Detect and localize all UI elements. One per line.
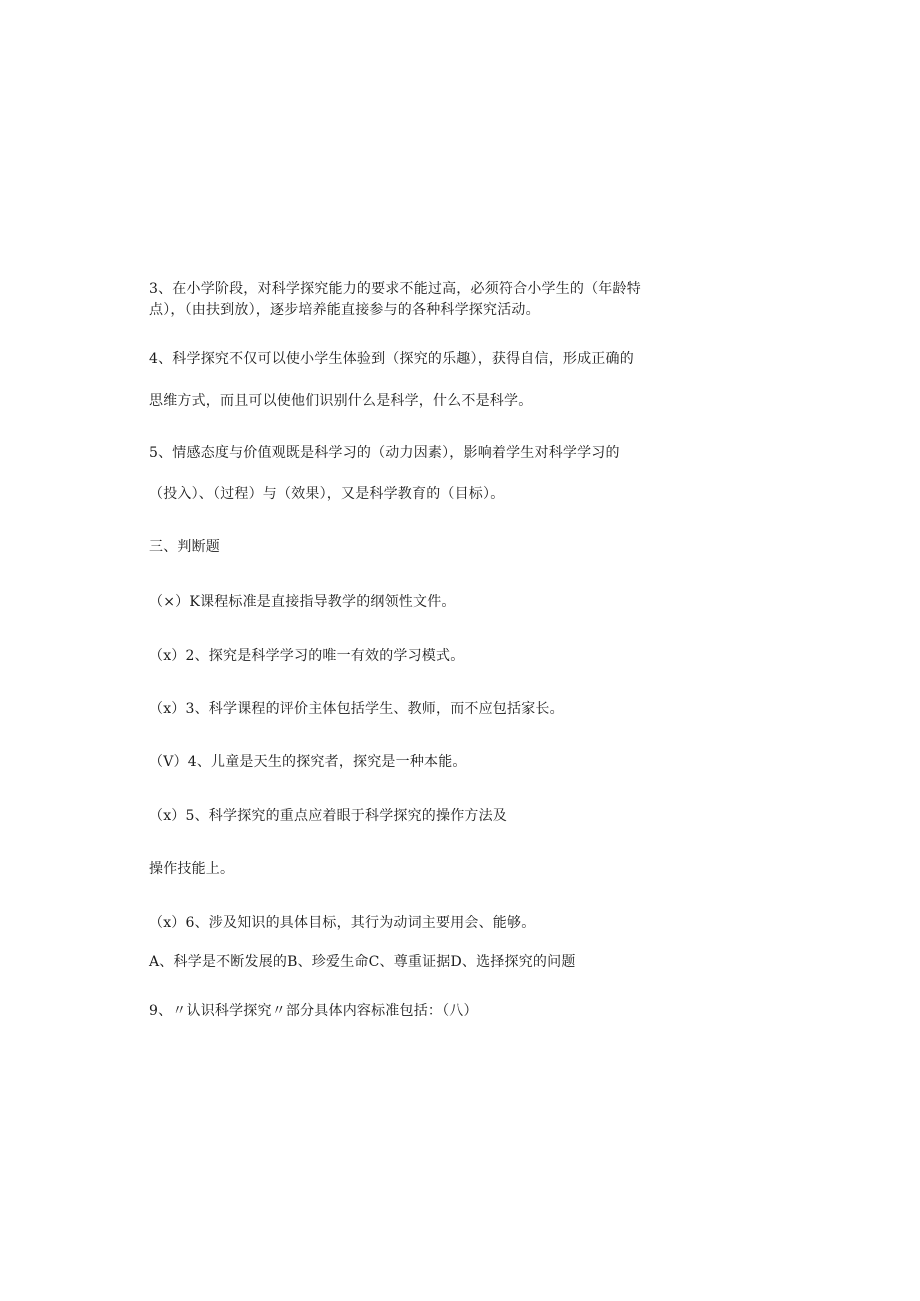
fill-q5-line2: （投入）、（过程）与（效果），又是科学教育的（目标）。	[149, 486, 505, 502]
choice-question-9: 9、〃认识科学探究〃部分具体内容标准包括：（八）	[149, 1003, 478, 1019]
fill-q3-line1: 3、在小学阶段，对科学探究能力的要求不能过高，必须符合小学生的（年龄特	[149, 281, 641, 297]
judge-item-5-line2: 操作技能上。	[149, 861, 235, 877]
fill-q4-line1: 4、科学探究不仅可以使小学生体验到（探究的乐趣），获得自信，形成正确的	[149, 351, 634, 367]
judge-item-3: （x）3、科学课程的评价主体包括学生、教师，而不应包括家长。	[149, 701, 564, 717]
judge-item-4: （V）4、儿童是天生的探究者，探究是一种本能。	[149, 754, 467, 770]
choice-options-line: A、科学是不断发展的B、珍爱生命C、尊重证据D、选择探究的问题	[149, 954, 576, 970]
section-heading-judge: 三、判断题	[149, 539, 220, 555]
fill-q4-line2: 思维方式，而且可以使他们识别什么是科学，什么不是科学。	[149, 393, 533, 409]
judge-item-2: （x）2、探究是科学学习的唯一有效的学习模式。	[149, 648, 465, 664]
judge-item-5-line1: （x）5、科学探究的重点应着眼于科学探究的操作方法及	[149, 808, 508, 824]
fill-q5-line1: 5、情感态度与价值观既是科学习的（动力因素），影响着学生对科学学习的	[149, 445, 620, 461]
fill-q3-line2: 点），（由扶到放），逐步培养能直接参与的各种科学探究活动。	[149, 302, 540, 318]
judge-item-6: （x）6、涉及知识的具体目标，其行为动词主要用会、能够。	[149, 915, 536, 931]
judge-item-1: （×）K课程标准是直接指导教学的纲领性文件。	[149, 594, 456, 610]
